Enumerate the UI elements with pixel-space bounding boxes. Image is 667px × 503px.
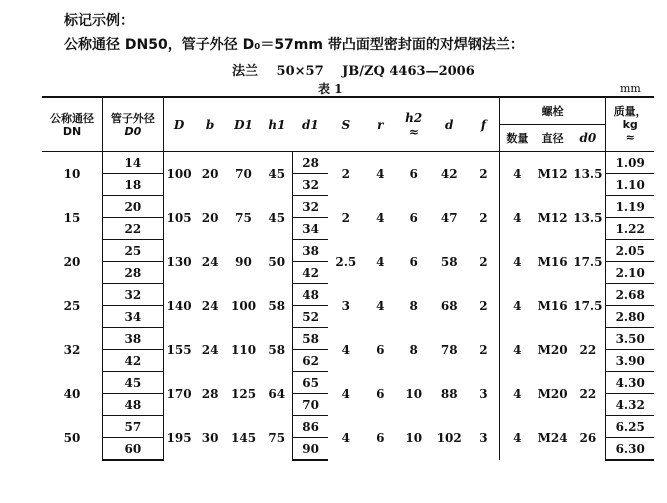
cell-dn: 15 <box>42 196 103 240</box>
cell-d0: 25 <box>103 240 164 262</box>
table-row <box>42 196 654 218</box>
cell-D: 105 <box>166 210 192 225</box>
cell-d1: 28 <box>293 152 329 174</box>
cell-d0: 57 <box>103 416 164 438</box>
cell-d0: 42 <box>103 350 164 372</box>
cell-dn: 10 <box>42 152 103 196</box>
table-row <box>42 372 654 394</box>
cell-bolt-dia: M20 <box>537 386 568 401</box>
cell-bolt-qty: 4 <box>513 430 522 445</box>
cell-f: 2 <box>468 196 499 240</box>
cell-mass: 3.50 <box>606 328 654 350</box>
header-bolt-dia: 直径 <box>535 125 571 152</box>
header-S: S <box>328 97 364 152</box>
cell-mass: 1.09 <box>606 152 654 174</box>
cell-d1: 62 <box>293 350 329 372</box>
cell-h2: 8 <box>409 298 418 313</box>
cell-d0: 20 <box>103 196 164 218</box>
cell-S: 4 <box>341 386 351 401</box>
cell-h1: 58 <box>268 298 286 313</box>
cell-mass: 2.68 <box>606 284 654 306</box>
cell-b: 28 <box>201 386 219 401</box>
cell-d: 102 <box>436 430 462 445</box>
cell-h1: 75 <box>268 430 286 445</box>
flange-dimension-table <box>42 96 654 461</box>
cell-h1: 58 <box>268 342 286 357</box>
cell-d: 58 <box>440 254 458 269</box>
cell-S: 3 <box>341 298 351 313</box>
example-heading: 标记示例： <box>64 13 134 29</box>
cell-f: 2 <box>468 240 499 284</box>
cell-bolt-d0: 13.5 <box>573 210 603 225</box>
cell-h2: 6 <box>409 210 418 225</box>
cell-d1: 52 <box>293 306 329 328</box>
cell-bolt-dia: M16 <box>537 298 568 313</box>
cell-h2: 8 <box>409 342 418 357</box>
header-h2 <box>397 97 430 152</box>
cell-d0: 14 <box>103 152 164 174</box>
cell-D1: 100 <box>231 298 257 313</box>
cell-f: 3 <box>468 416 499 461</box>
cell-mass: 2.80 <box>606 306 654 328</box>
cell-r: 6 <box>376 342 385 357</box>
cell-d0: 32 <box>103 284 164 306</box>
cell-b: 24 <box>201 254 219 269</box>
cell-mass: 1.22 <box>606 218 654 240</box>
cell-bolt-qty: 4 <box>513 342 522 357</box>
header-r: r <box>364 97 397 152</box>
cell-S: 2 <box>341 210 351 225</box>
cell-bolt-d0: 22 <box>579 386 597 401</box>
cell-b: 20 <box>201 210 219 225</box>
table-row <box>42 416 654 438</box>
cell-d1: 32 <box>293 196 329 218</box>
cell-h2: 6 <box>409 254 418 269</box>
header-D1: D1 <box>226 97 262 152</box>
cell-mass: 3.90 <box>606 350 654 372</box>
header-mass-label: 质量，kg <box>613 105 647 131</box>
cell-bolt-qty: 4 <box>513 386 522 401</box>
header-bolt-d0: d0 <box>570 125 606 152</box>
cell-bolt-dia: M20 <box>537 342 568 357</box>
header-d0-symbol: D0 <box>124 124 142 138</box>
cell-mass: 6.25 <box>606 416 654 438</box>
cell-d1: 38 <box>293 240 329 262</box>
cell-r: 4 <box>376 298 385 313</box>
cell-mass: 1.10 <box>606 174 654 196</box>
cell-S: 2.5 <box>335 254 357 269</box>
cell-bolt-d0: 13.5 <box>573 166 603 181</box>
cell-d1: 58 <box>293 328 329 350</box>
header-f: f <box>468 97 499 152</box>
cell-d1: 90 <box>293 438 329 461</box>
cell-bolt-d0: 17.5 <box>573 254 603 269</box>
cell-mass: 6.30 <box>606 438 654 461</box>
cell-D1: 125 <box>231 386 257 401</box>
table-row <box>42 152 654 174</box>
cell-d1: 32 <box>293 174 329 196</box>
cell-D: 100 <box>166 166 192 181</box>
cell-D1: 145 <box>231 430 257 445</box>
cell-dn: 50 <box>42 416 103 461</box>
cell-D1: 110 <box>231 342 257 357</box>
cell-bolt-qty: 4 <box>513 298 522 313</box>
cell-d0: 45 <box>103 372 164 394</box>
cell-d0: 34 <box>103 306 164 328</box>
cell-mass: 4.32 <box>606 394 654 416</box>
header-mass <box>606 97 654 152</box>
cell-f: 2 <box>468 328 499 372</box>
header-bolt-qty: 数量 <box>499 125 535 152</box>
cell-r: 6 <box>376 386 385 401</box>
cell-d1: 34 <box>293 218 329 240</box>
cell-d1: 70 <box>293 394 329 416</box>
header-d1: d1 <box>293 97 329 152</box>
cell-bolt-dia: M12 <box>537 166 568 181</box>
cell-f: 2 <box>468 152 499 196</box>
cell-b: 30 <box>201 430 219 445</box>
header-b: b <box>194 97 225 152</box>
cell-mass: 2.05 <box>606 240 654 262</box>
cell-mass: 1.19 <box>606 196 654 218</box>
header-h2-approx: ≈ <box>408 124 419 139</box>
cell-d0: 28 <box>103 262 164 284</box>
cell-d1: 86 <box>293 416 329 438</box>
header-dn-label: 公称通径 <box>50 111 95 125</box>
cell-d0: 48 <box>103 394 164 416</box>
header-d0-label: 管子外径 <box>110 111 155 125</box>
cell-d0: 18 <box>103 174 164 196</box>
cell-S: 2 <box>341 166 351 181</box>
cell-b: 24 <box>201 342 219 357</box>
header-dn-symbol: DN <box>62 124 82 138</box>
cell-r: 4 <box>376 210 385 225</box>
cell-dn: 40 <box>42 372 103 416</box>
cell-bolt-d0: 26 <box>579 430 597 445</box>
unit-label: mm <box>620 82 641 95</box>
cell-d: 78 <box>440 342 458 357</box>
cell-dn: 20 <box>42 240 103 284</box>
header-dn <box>42 97 103 152</box>
table-caption: 表 1 <box>318 82 343 96</box>
cell-b: 24 <box>201 298 219 313</box>
header-bolt: 螺栓 <box>499 97 606 125</box>
cell-h2: 6 <box>409 166 418 181</box>
cell-bolt-dia: M16 <box>537 254 568 269</box>
cell-bolt-dia: M12 <box>537 210 568 225</box>
header-D: D <box>163 97 194 152</box>
cell-mass: 4.30 <box>606 372 654 394</box>
cell-f: 3 <box>468 372 499 416</box>
designation-size: 50×57 <box>276 64 324 79</box>
cell-mass: 2.10 <box>606 262 654 284</box>
cell-dn: 25 <box>42 284 103 328</box>
table-row <box>42 284 654 306</box>
cell-r: 4 <box>376 166 385 181</box>
cell-d1: 42 <box>293 262 329 284</box>
example-description: 公称通径 DN50，管子外径 D₀＝57mm 带凸面型密封面的对焊钢法兰： <box>64 37 524 53</box>
cell-bolt-d0: 17.5 <box>573 298 603 313</box>
cell-S: 4 <box>341 430 351 445</box>
cell-d0: 60 <box>103 438 164 461</box>
cell-S: 4 <box>341 342 351 357</box>
cell-D1: 75 <box>235 210 252 225</box>
cell-d: 88 <box>440 386 458 401</box>
designation-line <box>232 60 489 79</box>
header-d0 <box>103 97 164 152</box>
cell-h2: 10 <box>405 386 423 401</box>
cell-r: 4 <box>376 254 385 269</box>
cell-D: 130 <box>166 254 192 269</box>
cell-bolt-dia: M24 <box>537 430 568 445</box>
cell-h1: 45 <box>268 210 286 225</box>
designation-standard: JB/ZQ 4463—2006 <box>342 64 475 79</box>
cell-f: 2 <box>468 284 499 328</box>
cell-bolt-qty: 4 <box>513 166 522 181</box>
cell-h1: 64 <box>268 386 286 401</box>
cell-D: 170 <box>166 386 192 401</box>
header-d: d <box>430 97 468 152</box>
cell-d: 68 <box>440 298 458 313</box>
header-h1: h1 <box>261 97 292 152</box>
cell-r: 6 <box>376 430 385 445</box>
cell-d0: 38 <box>103 328 164 350</box>
cell-D: 155 <box>166 342 192 357</box>
cell-D: 195 <box>166 430 192 445</box>
cell-h2: 10 <box>405 430 423 445</box>
cell-d1: 65 <box>293 372 329 394</box>
designation-name: 法兰 <box>232 64 259 79</box>
cell-h1: 50 <box>268 254 286 269</box>
cell-d0: 22 <box>103 218 164 240</box>
cell-h1: 45 <box>268 166 286 181</box>
cell-d: 42 <box>440 166 458 181</box>
cell-bolt-qty: 4 <box>513 254 522 269</box>
table-row <box>42 240 654 262</box>
table-row <box>42 328 654 350</box>
cell-d1: 48 <box>293 284 329 306</box>
cell-D1: 90 <box>235 254 252 269</box>
cell-bolt-d0: 22 <box>579 342 597 357</box>
header-mass-approx: ≈ <box>625 131 635 144</box>
cell-D: 140 <box>166 298 192 313</box>
cell-bolt-qty: 4 <box>513 210 522 225</box>
cell-b: 20 <box>201 166 219 181</box>
header-h2-symbol: h2 <box>405 110 423 125</box>
cell-D1: 70 <box>235 166 252 181</box>
cell-d: 47 <box>440 210 458 225</box>
cell-dn: 32 <box>42 328 103 372</box>
